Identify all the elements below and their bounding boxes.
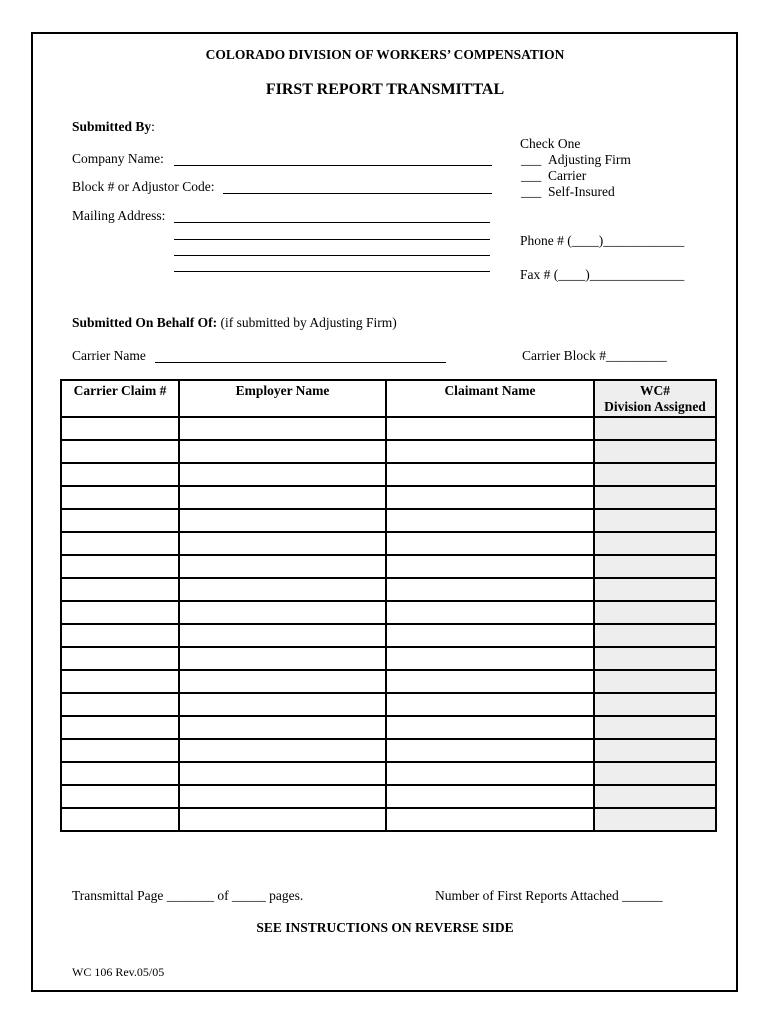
claims-table: [60, 379, 717, 832]
check-option-carrier[interactable]: [521, 168, 586, 184]
check-option-self-insured[interactable]: [521, 184, 615, 200]
carrier-claim-cell[interactable]: [61, 486, 179, 509]
wc-division-cell: [594, 716, 716, 739]
mailing-address-line-2[interactable]: [174, 239, 490, 240]
company-name-field[interactable]: [174, 165, 492, 166]
claimant-name-cell[interactable]: [386, 509, 594, 532]
col-employer-name: Employer Name: [179, 380, 386, 417]
table-row: [61, 647, 716, 670]
phone-field[interactable]: Phone # (____)____________: [520, 233, 685, 248]
transmittal-page-label: Transmittal Page: [72, 888, 164, 903]
col-wc-division: [594, 380, 716, 417]
employer-name-cell[interactable]: [179, 762, 386, 785]
submitted-by-label: Submitted By: [72, 119, 152, 134]
carrier-claim-cell[interactable]: [61, 808, 179, 831]
table-row: [61, 486, 716, 509]
mailing-address-label: Mailing Address:: [72, 208, 166, 223]
table-row: [61, 440, 716, 463]
check-option-label: Adjusting Firm: [548, 152, 631, 167]
carrier-claim-cell[interactable]: [61, 785, 179, 808]
check-option-label: Self-Insured: [548, 184, 615, 199]
transmittal-page-field[interactable]: _______: [166, 888, 215, 903]
claimant-name-cell[interactable]: [386, 624, 594, 647]
carrier-block-field[interactable]: Carrier Block #_________: [522, 348, 667, 363]
wc-division-cell: [594, 578, 716, 601]
claimant-name-cell[interactable]: [386, 808, 594, 831]
check-blank: ___: [521, 152, 542, 167]
carrier-name-label: Carrier Name: [72, 348, 146, 363]
table-row: [61, 716, 716, 739]
col-wc-line2: Division Assigned: [604, 399, 706, 414]
employer-name-cell[interactable]: [179, 624, 386, 647]
table-row: [61, 601, 716, 624]
claimant-name-cell[interactable]: [386, 440, 594, 463]
wc-division-cell: [594, 509, 716, 532]
carrier-claim-cell[interactable]: [61, 578, 179, 601]
wc-division-cell: [594, 670, 716, 693]
carrier-claim-cell[interactable]: [61, 555, 179, 578]
claimant-name-cell[interactable]: [386, 463, 594, 486]
form-title: FIRST REPORT TRANSMITTAL: [265, 81, 505, 98]
instructions-note: SEE INSTRUCTIONS ON REVERSE SIDE: [256, 920, 514, 935]
behalf-label: Submitted On Behalf Of:: [72, 315, 218, 330]
reports-attached-label: Number of First Reports Attached: [435, 888, 619, 903]
transmittal-total-field[interactable]: _____: [232, 888, 266, 903]
carrier-claim-cell[interactable]: [61, 417, 179, 440]
claimant-name-cell[interactable]: [386, 601, 594, 624]
employer-name-cell[interactable]: [179, 532, 386, 555]
employer-name-cell[interactable]: [179, 463, 386, 486]
block-code-field[interactable]: [223, 193, 492, 194]
wc-division-cell: [594, 463, 716, 486]
claimant-name-cell[interactable]: [386, 532, 594, 555]
reports-attached: [435, 888, 663, 904]
behalf-heading: [72, 315, 397, 331]
check-blank: ___: [521, 184, 542, 199]
table-row: [61, 624, 716, 647]
carrier-claim-cell[interactable]: [61, 647, 179, 670]
check-option-label: Carrier: [548, 168, 587, 183]
employer-name-cell[interactable]: [179, 739, 386, 762]
submitted-by-heading: [72, 119, 155, 135]
transmittal-of-label: of: [217, 888, 229, 903]
carrier-claim-cell[interactable]: [61, 601, 179, 624]
claimant-name-cell[interactable]: [386, 762, 594, 785]
table-row: [61, 463, 716, 486]
table-row: [61, 785, 716, 808]
reports-attached-field[interactable]: ______: [622, 888, 663, 903]
carrier-claim-cell[interactable]: [61, 509, 179, 532]
employer-name-cell[interactable]: [179, 785, 386, 808]
wc-division-cell: [594, 808, 716, 831]
mailing-address-line-3[interactable]: [174, 255, 490, 256]
employer-name-cell[interactable]: [179, 578, 386, 601]
col-claimant-name: Claimant Name: [386, 380, 594, 417]
claimant-name-cell[interactable]: [386, 739, 594, 762]
table-row: [61, 762, 716, 785]
carrier-claim-cell[interactable]: [61, 440, 179, 463]
wc-division-cell: [594, 440, 716, 463]
transmittal-page: [72, 888, 303, 904]
wc-division-cell: [594, 624, 716, 647]
agency-title: COLORADO DIVISION OF WORKERS’ COMPENSATION: [205, 47, 565, 62]
carrier-claim-cell[interactable]: [61, 693, 179, 716]
carrier-name-field[interactable]: [155, 362, 446, 363]
fax-field[interactable]: Fax # (____)______________: [520, 267, 685, 282]
wc-division-cell: [594, 601, 716, 624]
submitted-by-colon: :: [151, 119, 155, 134]
employer-name-cell[interactable]: [179, 716, 386, 739]
employer-name-cell[interactable]: [179, 509, 386, 532]
employer-name-cell[interactable]: [179, 693, 386, 716]
table-row: [61, 670, 716, 693]
wc-division-cell: [594, 417, 716, 440]
table-row: [61, 417, 716, 440]
carrier-claim-cell[interactable]: [61, 739, 179, 762]
table-row: [61, 739, 716, 762]
behalf-note: (if submitted by Adjusting Firm): [217, 315, 397, 330]
wc-division-cell: [594, 532, 716, 555]
check-one-label: Check One: [520, 136, 581, 151]
employer-name-cell[interactable]: [179, 440, 386, 463]
carrier-claim-cell[interactable]: [61, 716, 179, 739]
wc-division-cell: [594, 785, 716, 808]
claimant-name-cell[interactable]: [386, 670, 594, 693]
claimant-name-cell[interactable]: [386, 693, 594, 716]
claimant-name-cell[interactable]: [386, 716, 594, 739]
wc-division-cell: [594, 693, 716, 716]
claimant-name-cell[interactable]: [386, 647, 594, 670]
claimant-name-cell[interactable]: [386, 785, 594, 808]
check-blank: ___: [521, 168, 542, 183]
check-option-adjusting-firm[interactable]: [521, 152, 631, 168]
wc-division-cell: [594, 739, 716, 762]
mailing-address-line-1[interactable]: [174, 222, 490, 223]
employer-name-cell[interactable]: [179, 808, 386, 831]
table-header-row: [61, 380, 716, 417]
wc-division-cell: [594, 555, 716, 578]
table-row: [61, 808, 716, 831]
carrier-claim-cell[interactable]: [61, 762, 179, 785]
table-row: [61, 532, 716, 555]
carrier-claim-cell[interactable]: [61, 624, 179, 647]
col-wc-line1: WC#: [640, 383, 670, 398]
table-row: [61, 555, 716, 578]
table-row: [61, 578, 716, 601]
employer-name-cell[interactable]: [179, 647, 386, 670]
employer-name-cell[interactable]: [179, 670, 386, 693]
wc-division-cell: [594, 647, 716, 670]
employer-name-cell[interactable]: [179, 555, 386, 578]
table-row: [61, 509, 716, 532]
claimant-name-cell[interactable]: [386, 486, 594, 509]
claimant-name-cell[interactable]: [386, 555, 594, 578]
employer-name-cell[interactable]: [179, 601, 386, 624]
employer-name-cell[interactable]: [179, 486, 386, 509]
claimant-name-cell[interactable]: [386, 417, 594, 440]
table-row: [61, 693, 716, 716]
wc-division-cell: [594, 486, 716, 509]
block-code-label: Block # or Adjustor Code:: [72, 179, 215, 194]
wc-division-cell: [594, 762, 716, 785]
mailing-address-line-4[interactable]: [174, 271, 490, 272]
transmittal-pages-label: pages.: [269, 888, 304, 903]
col-carrier-claim: Carrier Claim #: [61, 380, 179, 417]
carrier-claim-cell[interactable]: [61, 670, 179, 693]
company-name-label: Company Name:: [72, 151, 164, 166]
carrier-claim-cell[interactable]: [61, 463, 179, 486]
employer-name-cell[interactable]: [179, 417, 386, 440]
carrier-claim-cell[interactable]: [61, 532, 179, 555]
form-number: WC 106 Rev.05/05: [72, 965, 165, 979]
claimant-name-cell[interactable]: [386, 578, 594, 601]
